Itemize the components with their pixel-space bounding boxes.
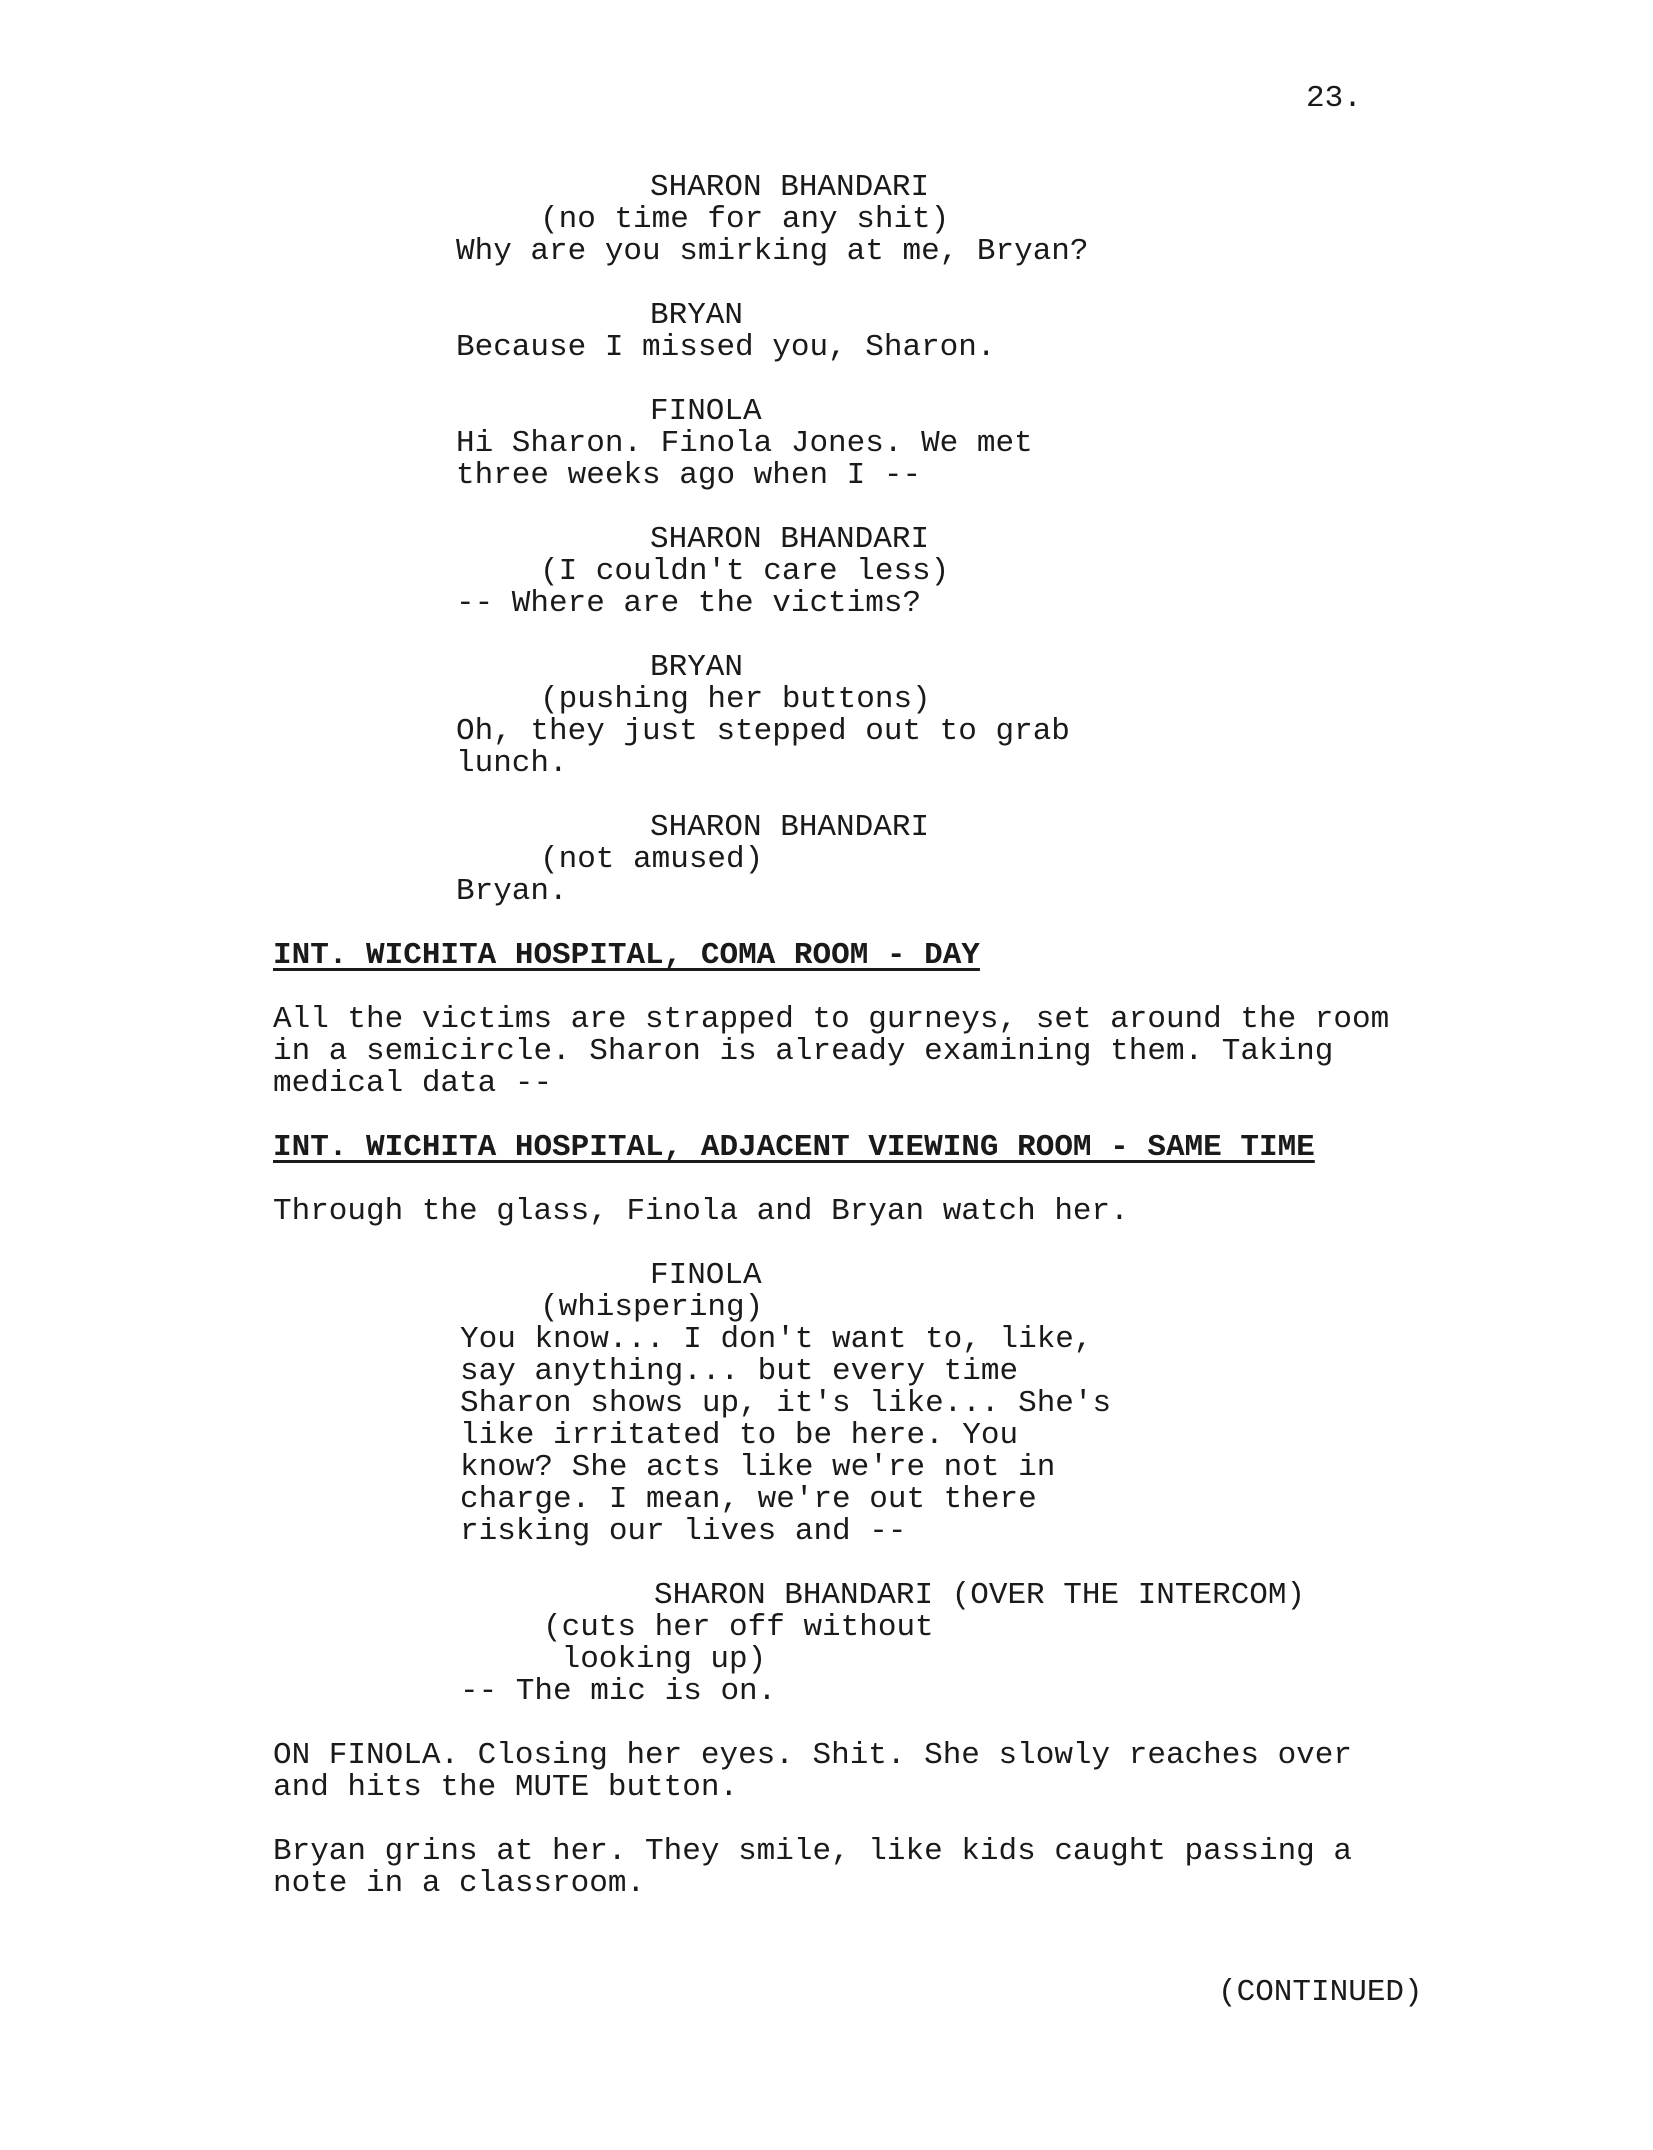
scene-heading: INT. WICHITA HOSPITAL, ADJACENT VIEWING ROOM - SAME TIME bbox=[273, 1130, 1315, 1165]
parenthetical: (cuts her off without bbox=[543, 1610, 934, 1645]
action-line: ON FINOLA. Closing her eyes. Shit. She slowly reaches over bbox=[273, 1738, 1352, 1773]
parenthetical: (I couldn't care less) bbox=[540, 554, 950, 589]
dialogue-line: Oh, they just stepped out to grab bbox=[456, 714, 1070, 749]
scene-heading: INT. WICHITA HOSPITAL, COMA ROOM - DAY bbox=[273, 938, 980, 973]
dialogue-line: Because I missed you, Sharon. bbox=[456, 330, 996, 365]
dialogue-line: Why are you smirking at me, Bryan? bbox=[456, 234, 1089, 269]
action-line: Bryan grins at her. They smile, like kids caught passing a bbox=[273, 1834, 1352, 1869]
dialogue-line: -- Where are the victims? bbox=[456, 586, 922, 621]
character-cue: BRYAN bbox=[650, 650, 744, 685]
parenthetical: looking up) bbox=[543, 1642, 767, 1677]
action-line: All the victims are strapped to gurneys, set around the room bbox=[273, 1002, 1390, 1037]
action-line: medical data -- bbox=[273, 1066, 553, 1101]
dialogue-line: three weeks ago when I -- bbox=[456, 458, 922, 493]
action-line: and hits the MUTE button. bbox=[273, 1770, 739, 1805]
character-cue: BRYAN bbox=[650, 298, 744, 333]
continued-marker: (CONTINUED) bbox=[1218, 1975, 1423, 2010]
dialogue-line: Sharon shows up, it's like... She's bbox=[460, 1386, 1112, 1421]
dialogue-line: like irritated to be here. You bbox=[460, 1418, 1019, 1453]
dialogue-line: risking our lives and -- bbox=[460, 1514, 907, 1549]
parenthetical: (no time for any shit) bbox=[540, 202, 950, 237]
dialogue-line: Hi Sharon. Finola Jones. We met bbox=[456, 426, 1033, 461]
parenthetical: (not amused) bbox=[540, 842, 764, 877]
parenthetical: (whispering) bbox=[540, 1290, 764, 1325]
character-cue: SHARON BHANDARI (OVER THE INTERCOM) bbox=[654, 1578, 1306, 1613]
character-cue: FINOLA bbox=[650, 1258, 762, 1293]
page-number: 23. bbox=[1306, 81, 1362, 116]
character-cue: FINOLA bbox=[650, 394, 762, 429]
character-cue: SHARON BHANDARI bbox=[650, 170, 930, 205]
dialogue-line: know? She acts like we're not in bbox=[460, 1450, 1056, 1485]
dialogue-line: You know... I don't want to, like, bbox=[460, 1322, 1093, 1357]
dialogue-line: lunch. bbox=[456, 746, 568, 781]
action-line: note in a classroom. bbox=[273, 1866, 646, 1901]
dialogue-line: Bryan. bbox=[456, 874, 568, 909]
dialogue-line: -- The mic is on. bbox=[460, 1674, 777, 1709]
dialogue-line: say anything... but every time bbox=[460, 1354, 1019, 1389]
character-cue: SHARON BHANDARI bbox=[650, 810, 930, 845]
parenthetical: (pushing her buttons) bbox=[540, 682, 931, 717]
dialogue-line: charge. I mean, we're out there bbox=[460, 1482, 1037, 1517]
action-line: Through the glass, Finola and Bryan watch her. bbox=[273, 1194, 1129, 1229]
character-cue: SHARON BHANDARI bbox=[650, 522, 930, 557]
action-line: in a semicircle. Sharon is already examining them. Taking bbox=[273, 1034, 1334, 1069]
